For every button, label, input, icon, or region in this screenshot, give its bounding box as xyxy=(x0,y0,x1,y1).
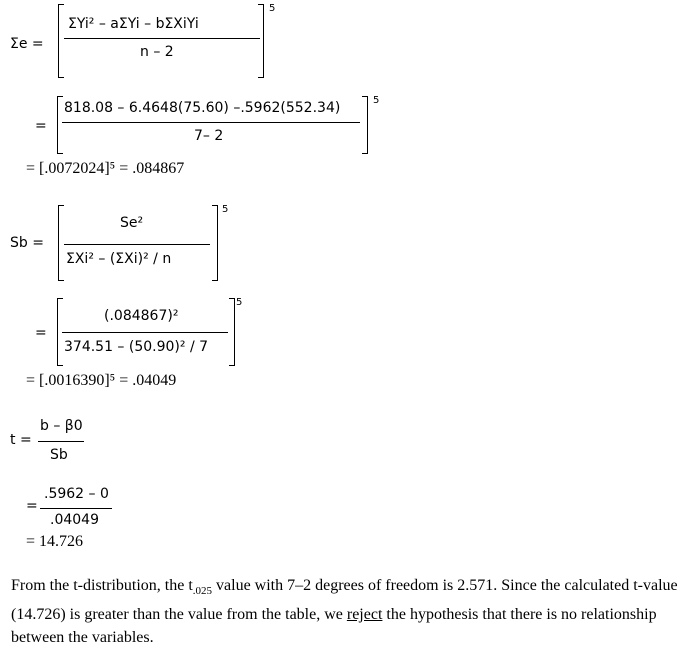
result-sigma-e: = [.0072024]⁵ = .084867 xyxy=(26,160,185,177)
eq1-numerator: ΣYi² – aΣYi – bΣXiYi xyxy=(68,16,199,32)
eq5-denominator: Sb xyxy=(50,447,68,463)
eq2-right-bracket xyxy=(362,96,368,154)
eq3-numerator: Se² xyxy=(120,215,144,231)
eq6-eq-sign: = xyxy=(26,498,38,514)
eq1-left-bracket xyxy=(58,4,64,78)
eq4-fraction-bar xyxy=(62,332,228,333)
eq2-left-bracket xyxy=(57,96,63,154)
conclusion-reject: reject xyxy=(346,606,383,624)
eq2-exponent: 5 xyxy=(373,95,380,106)
eq3-lhs: Sb = xyxy=(10,235,44,251)
eq1-right-bracket xyxy=(258,4,264,78)
eq4-eq-sign: = xyxy=(35,325,47,341)
eq6-numerator: .5962 – 0 xyxy=(44,486,109,502)
eq1-lhs: Σe = xyxy=(10,36,44,52)
eq5-lhs: t = xyxy=(10,432,32,448)
conclusion-part3: the hypothesis that there is no relationship between the variables. xyxy=(11,606,657,647)
eq2-numerator: 818.08 – 6.4648(75.60) –.5962(552.34) xyxy=(64,100,341,116)
conclusion-part1: From the t-distribution, the t xyxy=(11,577,193,594)
eq3-exponent: 5 xyxy=(222,204,229,215)
eq4-numerator: (.084867)² xyxy=(104,308,179,324)
eq6-denominator: .04049 xyxy=(50,512,99,528)
eq3-right-bracket xyxy=(212,205,218,281)
conclusion-part2: value with 7–2 degrees of freedom is 2.571. Since the calculated t-value (14.726) is greater than the value from the table, we xyxy=(11,577,678,624)
eq4-right-bracket xyxy=(229,298,235,366)
conclusion-paragraph xyxy=(11,574,679,649)
result-s-b: = [.0016390]⁵ = .04049 xyxy=(26,372,177,389)
eq2-eq-sign: = xyxy=(35,118,47,134)
eq4-denominator: 374.51 – (50.90)² / 7 xyxy=(64,339,209,355)
eq3-denominator: ΣXi² – (ΣXi)² / n xyxy=(66,251,172,267)
eq2-fraction-bar xyxy=(62,122,360,123)
eq5-numerator: b – β0 xyxy=(40,418,83,434)
eq3-fraction-bar xyxy=(64,244,210,245)
result-t: = 14.726 xyxy=(26,533,84,550)
eq3-left-bracket xyxy=(58,205,64,281)
eq2-denominator: 7– 2 xyxy=(194,128,224,144)
eq6-fraction-bar xyxy=(40,508,112,509)
eq1-denominator: n – 2 xyxy=(140,44,174,60)
eq5-fraction-bar xyxy=(38,441,84,442)
eq1-fraction-bar xyxy=(64,38,260,39)
conclusion-t-subscript: .025 xyxy=(192,585,213,598)
eq4-exponent: 5 xyxy=(236,297,243,308)
eq1-exponent: 5 xyxy=(269,3,276,14)
